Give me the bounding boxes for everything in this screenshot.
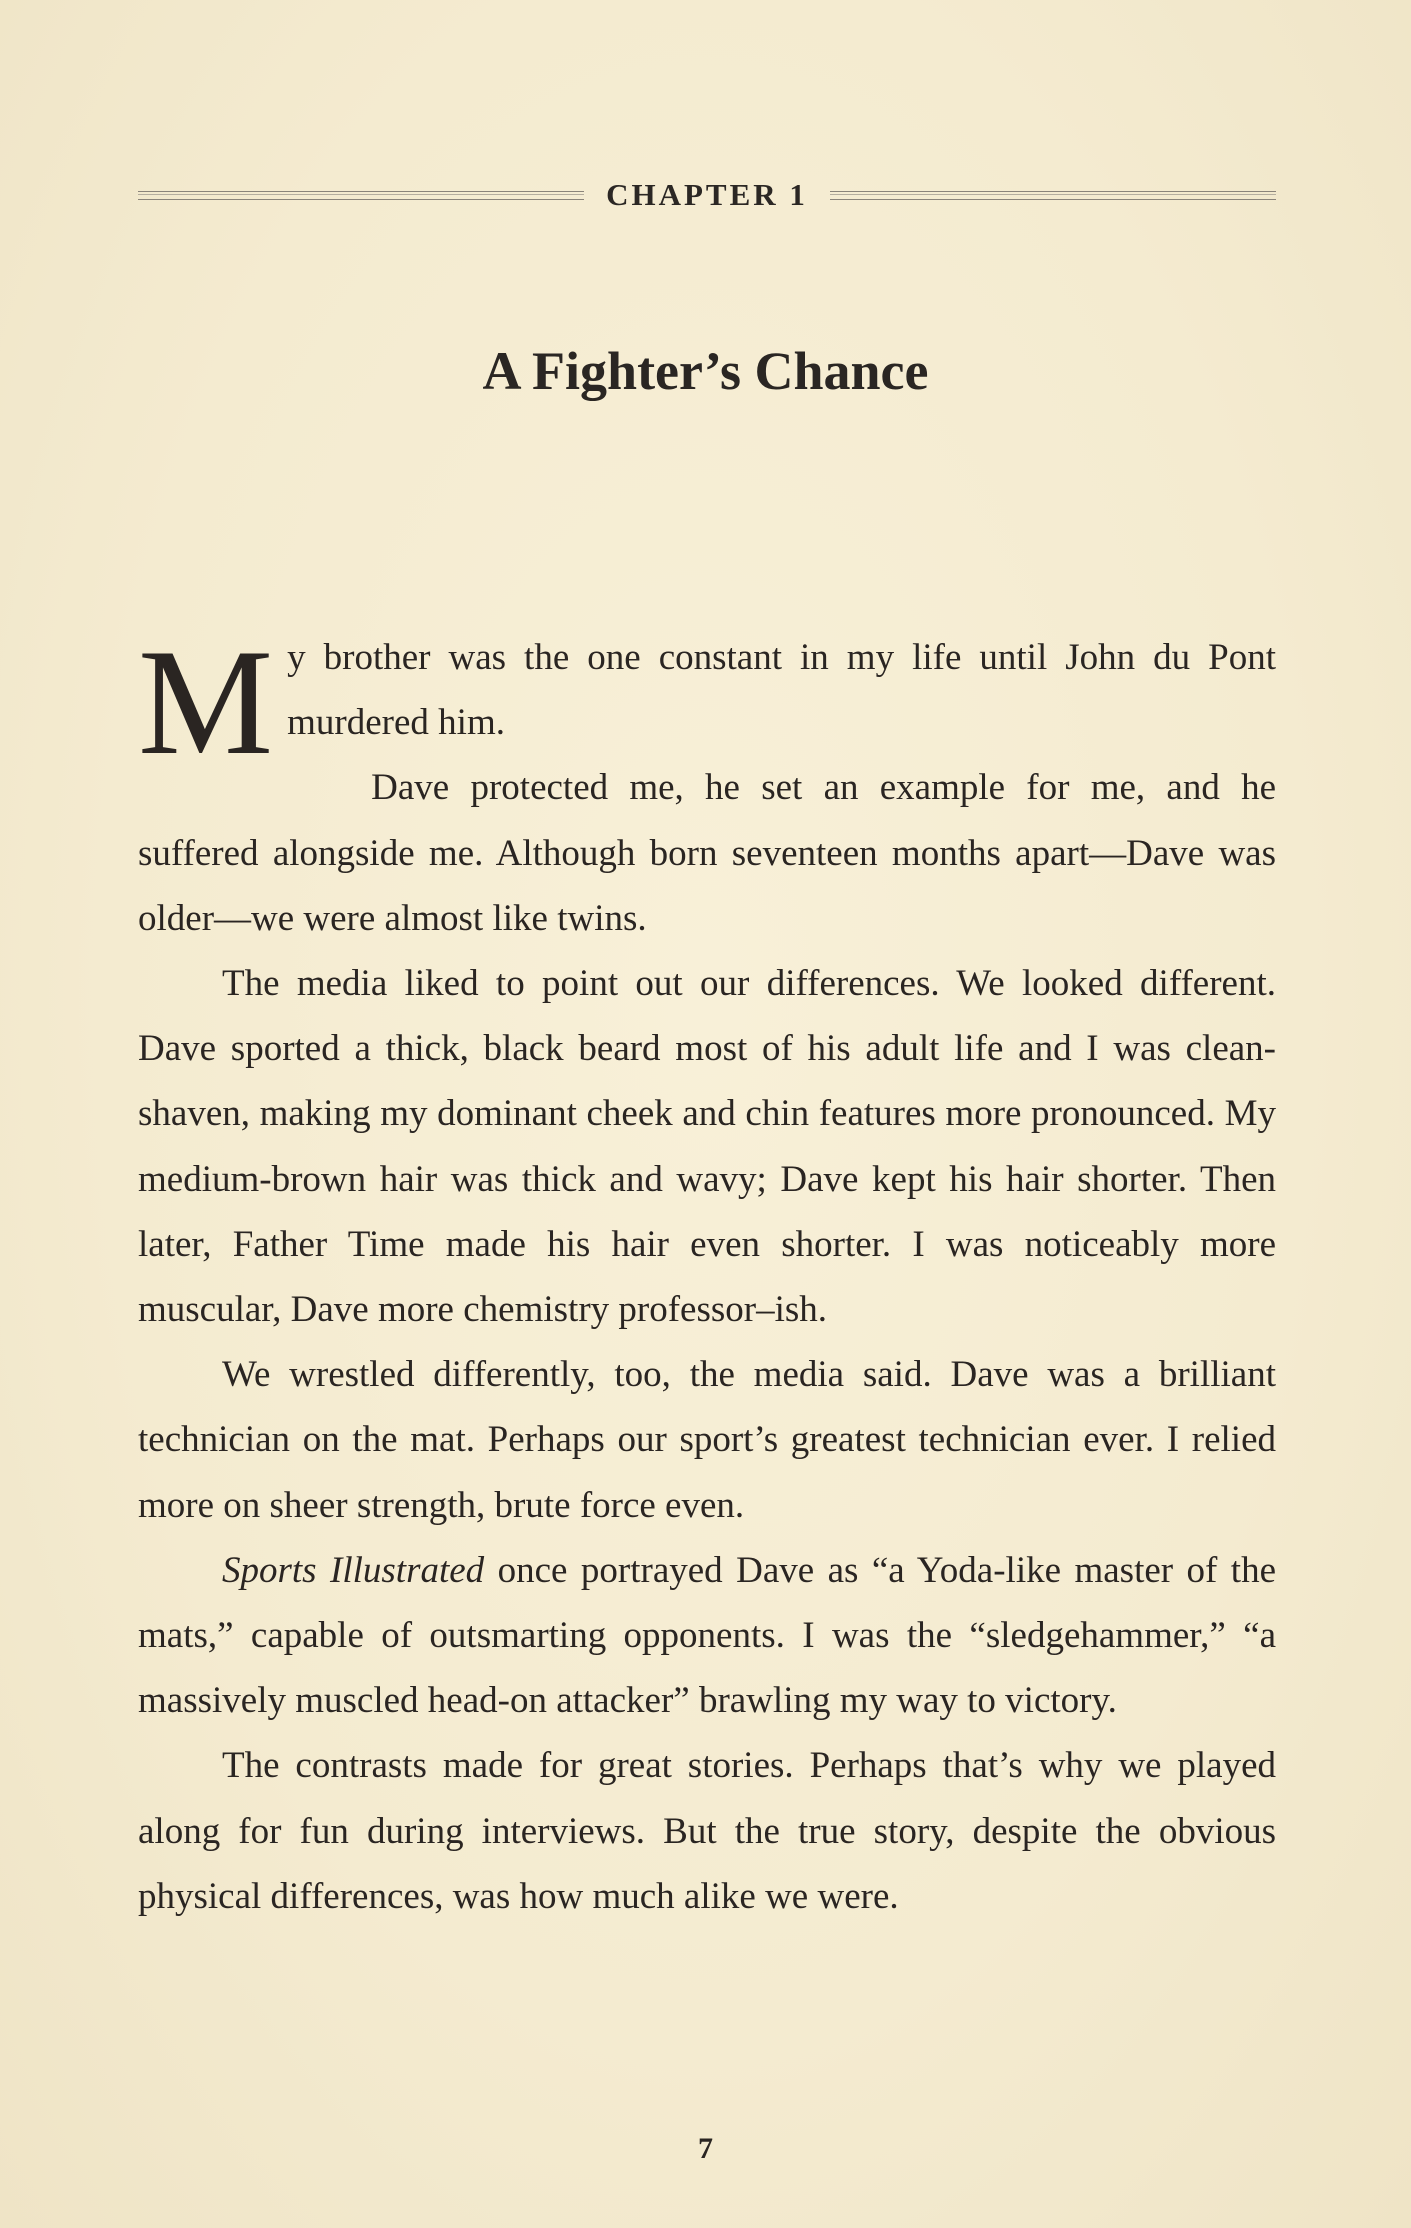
- paragraph-6: The contrasts made for great stories. Perhaps that’s why we played along for fun during interviews. But the true story, despite the obvious physical differences, was how much alike we were.: [138, 1745, 1276, 1917]
- left-double-rule: [138, 191, 584, 200]
- right-double-rule: [830, 191, 1276, 200]
- paragraph-1: [138, 618, 1276, 786]
- paragraph-1-text: y brother was the one constant in my life until John du Pont murdered him.: [287, 637, 1276, 744]
- paragraph-3: The media liked to point out our differences. We looked different. Dave sported a thick, black beard most of his adult life and I was clean-shaven, making my dominant cheek and chin features more pronounced. My medium-brown hair was thick and wavy; Dave kept his hair shorter. Then later, Father Time made his hair even shorter. I was noticeably more muscular, Dave more chemistry professor–ish.: [138, 963, 1276, 1331]
- chapter-title: A Fighter’s Chance: [482, 341, 929, 401]
- paragraph-4: We wrestled differently, too, the media said. Dave was a brilliant technician on the mat. Perhaps our sport’s greatest technician ever. I relied more on sheer strength, brute force even.: [138, 1354, 1276, 1526]
- body-text: [138, 618, 1276, 1929]
- chapter-label: CHAPTER 1: [606, 177, 808, 212]
- paragraph-5: [138, 1538, 1276, 1734]
- publication-title: Sports Illustrated: [222, 1549, 485, 1591]
- paragraph-2: Dave protected me, he set an example for me, and he suffered alongside me. Although born seventeen months apart—Dave was older—we were almost like twins.: [138, 767, 1276, 939]
- paragraph-5-text: once portrayed Dave as “a Yoda-like master of the mats,” capable of outsmarting opponents. I was the “sledgehammer,” “a massively muscled head-on attacker” brawling my way to victory.: [138, 1549, 1276, 1722]
- drop-cap: M: [138, 618, 274, 786]
- page-number: 7: [698, 2132, 713, 2165]
- chapter-heading: [138, 170, 1276, 220]
